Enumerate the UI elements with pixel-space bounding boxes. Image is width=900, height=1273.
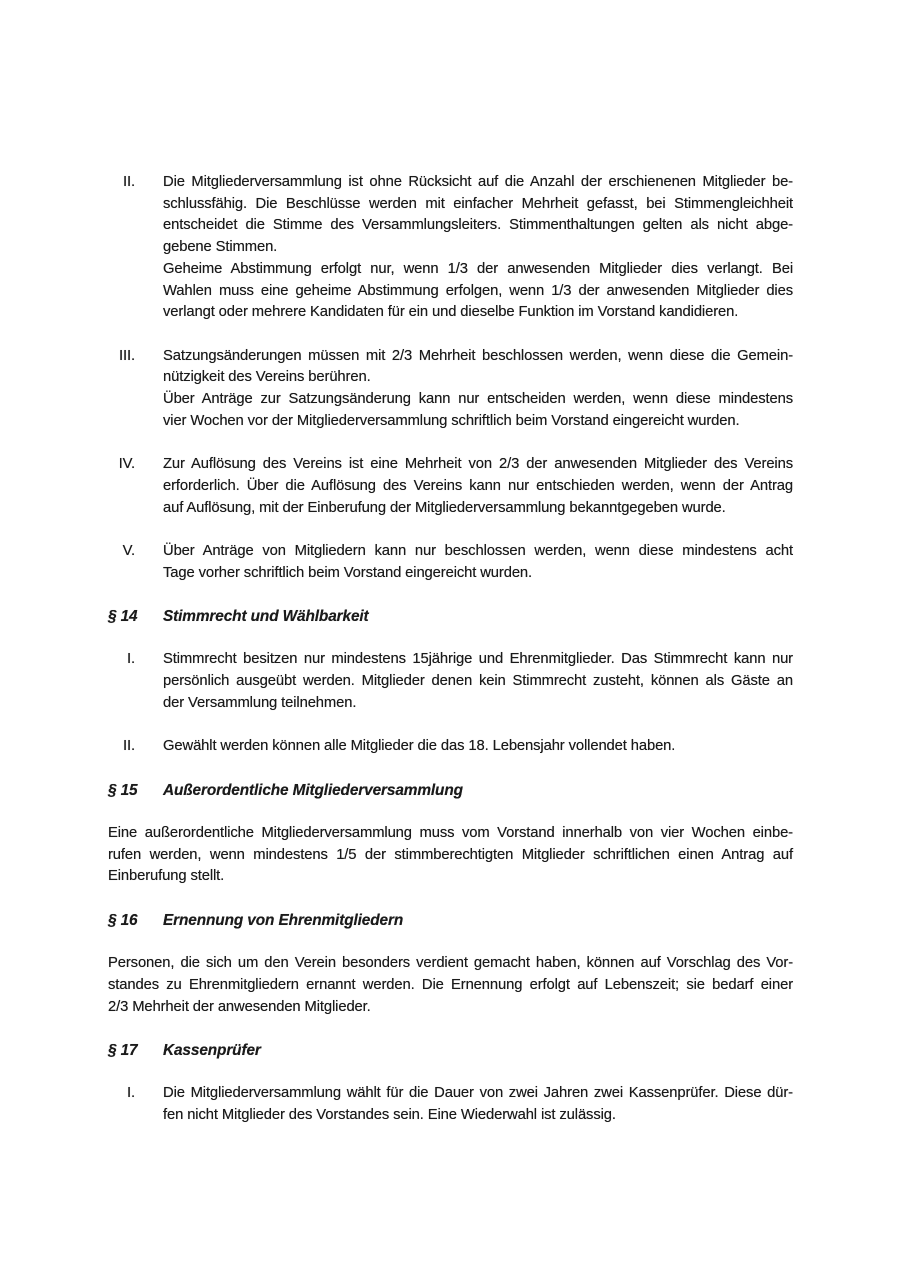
section-title: Stimmrecht und Wählbarkeit — [163, 608, 369, 625]
text-line: der Versammlung teilnehmen. — [163, 694, 357, 711]
section-number: § 16 — [108, 911, 138, 929]
text-line: Die Mitgliederversammlung ist ohne Rücksicht auf die Anzahl der erschienenen Mitglieder be- — [163, 174, 793, 190]
text-line: Geheime Abstimmung erfolgt nur, wenn 1/3 der anwesenden Mitglieder dies verlangt. Bei — [163, 260, 793, 277]
text-line: erforderlich. Über die Auflösung des Vereins kann nur entschieden werden, wenn der Antrag — [163, 477, 793, 494]
list-marker-spacer — [108, 389, 163, 432]
text-line: Eine außerordentliche Mitgliederversammlung muss vom Vorstand innerhalb von vier Wochen einbe- — [108, 824, 793, 841]
text-line: fen nicht Mitglieder des Vorstandes sein. Eine Wiederwahl ist zulässig. — [163, 1107, 616, 1124]
text-line: nützigkeit des Vereins berühren. — [163, 369, 371, 386]
list-continuation — [108, 259, 793, 324]
list-item-text — [163, 259, 793, 324]
list-item — [108, 736, 793, 758]
text-line: Einberufung stellt. — [108, 868, 225, 885]
text-line: Über Anträge von Mitgliedern kann nur beschlossen werden, wenn diese mindestens acht — [163, 542, 793, 559]
section-number: § 14 — [108, 608, 138, 625]
list-item-text — [163, 454, 793, 519]
text-line: Zur Auflösung des Vereins ist eine Mehrheit von 2/3 der anwesenden Mitglieder des Vereins — [163, 456, 793, 473]
list-item-text — [163, 1083, 793, 1126]
section-title: Kassenprüfer — [163, 1041, 261, 1059]
section-number: § 15 — [108, 781, 138, 799]
text-line: verlangt oder mehrere Kandidaten für ein und dieselbe Funktion im Vorstand kandidieren. — [163, 304, 739, 321]
section-heading — [108, 606, 793, 628]
text-line: auf Auflösung, mit der Einberufung der Mitgliederversammlung bekanntgegeben wurde. — [163, 499, 726, 516]
text-line: Personen, die sich um den Verein besonders verdient gemacht haben, können auf Vorschlag des Vor- — [108, 955, 793, 972]
list-item-text — [163, 346, 793, 389]
list-item — [108, 454, 793, 519]
text-line: gebene Stimmen. — [163, 239, 278, 256]
list-marker: IV. — [118, 456, 135, 473]
section-heading — [108, 780, 793, 802]
list-item — [108, 541, 793, 584]
text-line: Tage vorher schriftlich beim Vorstand eingereicht wurden. — [163, 564, 533, 581]
text-line: rufen werden, wenn mindestens 1/5 der stimmberechtigten Mitglieder schriftlichen einen Antrag auf — [108, 846, 793, 863]
text-line: Wahlen muss eine geheime Abstimmung erfolgen, wenn 1/3 der anwesenden Mitglieder dies — [163, 282, 793, 299]
text-line: standes zu Ehrenmitgliedern ernannt werden. Die Ernennung erfolgt auf Lebenszeit; sie bedarf einer — [108, 976, 793, 993]
section-heading — [108, 910, 793, 932]
list-item — [108, 649, 793, 714]
text-line: Über Anträge zur Satzungsänderung kann nur entscheiden werden, wenn diese mindestens — [163, 391, 793, 408]
section-heading — [108, 1040, 793, 1062]
paragraph — [108, 953, 793, 1018]
text-line: schlussfähig. Die Beschlüsse werden mit einfacher Mehrheit gefasst, bei Stimmengleichheit — [163, 195, 793, 212]
list-item-text — [163, 649, 793, 714]
list-marker: III. — [119, 347, 135, 364]
section-title: Außerordentliche Mitgliederversammlung — [163, 781, 463, 799]
text-line: Gewählt werden können alle Mitglieder die das 18. Lebensjahr vollendet haben. — [163, 738, 676, 755]
list-continuation — [108, 389, 793, 432]
text-line: 2/3 Mehrheit der anwesenden Mitglieder. — [108, 998, 371, 1015]
list-item-text — [163, 736, 793, 758]
list-marker: V. — [122, 542, 135, 559]
paragraph-text — [108, 823, 793, 888]
text-line: Stimmrecht besitzen nur mindestens 15jährige und Ehrenmitglieder. Das Stimmrecht kann nur — [163, 651, 793, 668]
list-marker: I. — [127, 1085, 135, 1102]
list-item — [108, 172, 793, 259]
text-line: persönlich ausgeübt werden. Mitglieder denen kein Stimmrecht zusteht, können als Gäste an — [163, 673, 793, 690]
list-marker: I. — [127, 651, 135, 668]
text-line: vier Wochen vor der Mitgliederversammlung schriftlich beim Vorstand eingereicht wurden. — [163, 412, 740, 429]
list-item — [108, 1083, 793, 1126]
list-item-text — [163, 172, 793, 259]
paragraph-text — [108, 953, 793, 1018]
list-marker: II. — [123, 738, 135, 755]
list-marker-spacer — [108, 259, 163, 324]
list-item-text — [163, 389, 793, 432]
section-number: § 17 — [108, 1041, 138, 1059]
list-item — [108, 346, 793, 389]
text-line: entscheidet die Stimme des Versammlungsleiters. Stimmenthaltungen gelten als nicht abge- — [163, 217, 793, 234]
paragraph — [108, 823, 793, 888]
section-title: Ernennung von Ehrenmitgliedern — [163, 911, 404, 929]
list-item-text — [163, 541, 793, 584]
text-line: Die Mitgliederversammlung wählt für die Dauer von zwei Jahren zwei Kassenprüfer. Diese dür- — [163, 1085, 793, 1102]
text-line: Satzungsänderungen müssen mit 2/3 Mehrheit beschlossen werden, wenn diese die Gemein- — [163, 347, 793, 364]
list-marker: II. — [123, 174, 135, 190]
